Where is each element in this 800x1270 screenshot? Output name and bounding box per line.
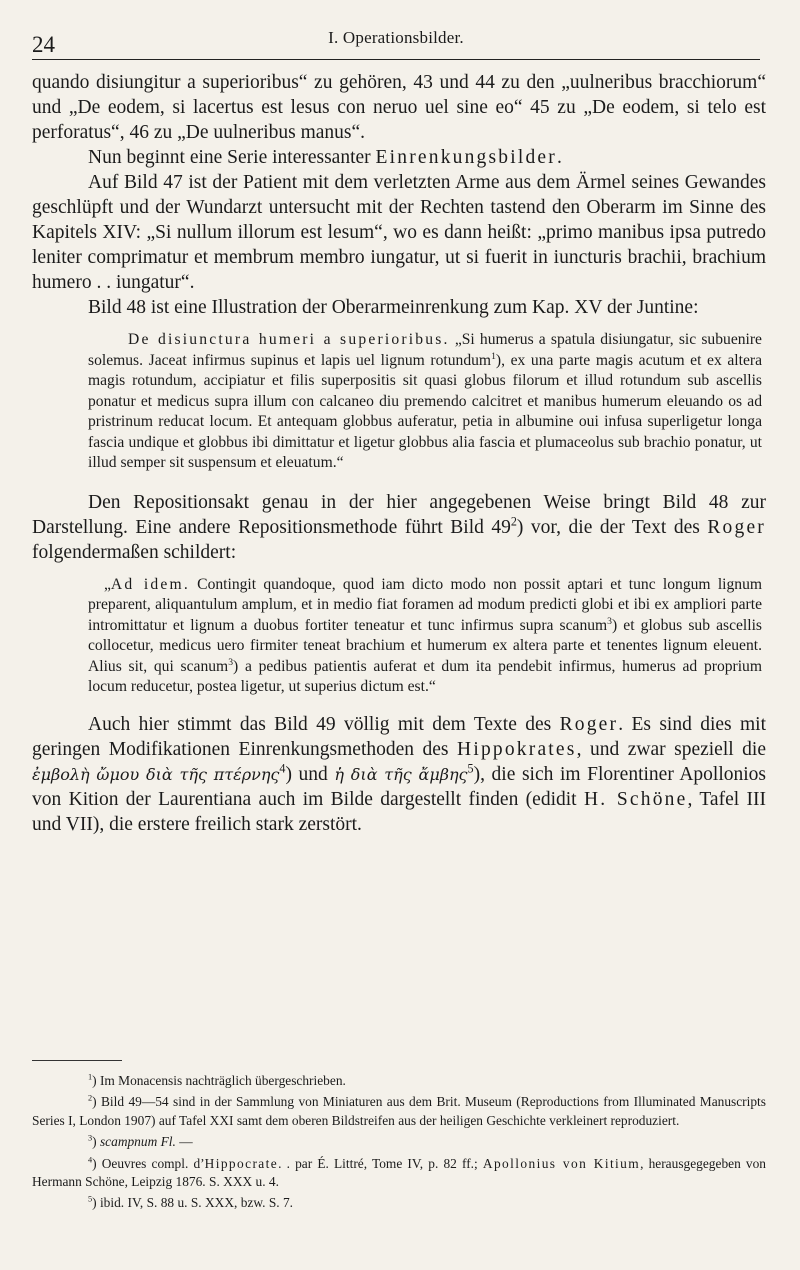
spaced-name: Roger: [559, 713, 619, 735]
greek-phrase: ἐμβολὴ ὤμου διὰ τῆς πτέρνης: [32, 764, 280, 784]
latin-quote-1: De disiunctura humeri a superioribus. „Si humerus a spatula disiungatur, sic subuenire solemus. Jaceat infirmus supinus et lapis uel lignum rotundum$^1$), ex una parte magis acutum et ex altera magis rotundum, accipiatur et filis superpositis sit quasi globus filorum et illud rotundum sub ascellis ponatur et medicus supra illum con calcaneo diu premendo calcitret et manibus humerum eleuando os ad pristrinum reducat locum. Et antequam globbus auferatur, petia in albumine oui infusa superligetur longa fascia undique et globbus ibi dimittatur et ligetur globbus alia fascia et plumaceolus sub brachio ponatur, ut illud semper sit suspensum et eleuatum.“: [88, 331, 762, 471]
spaced-name: Hippokrates: [457, 738, 577, 760]
paragraph-1: quando disiungitur a superioribus“ zu gehören, 43 und 44 zu den „uulneribus bracchiorum“ und „De eodem, si lacertus est lesus con neruo uel sine eo“ 45 zu „De eodem, si telo est perforatus“, 46 zu „De uulneribus manus“.: [32, 72, 766, 143]
spaced-name: H. Schöne: [583, 788, 688, 810]
footnote-2: $^2$) Bild 49—54 sind in der Sammlung von Miniaturen aus dem Brit. Museum (Reproductions from Illuminated Manuscripts Series I, London 1907) auf Tafel XXI samt dem oberen Bildstreifen aus der heiligen Geschichte verkleinert reproduziert.: [32, 1093, 766, 1128]
footnote-4: $^4$) Oeuvres compl. d’Hippocrate. . par É. Littré, Tome IV, p. 82 ff.; Apollonius von Kitium, herausgegegeben von Hermann Schöne, Leipzig 1876. S. XXX u. 4.: [32, 1155, 766, 1190]
footnote-ref: 3: [607, 615, 612, 627]
running-title: I. Operationsbilder.: [328, 28, 464, 47]
spaced-name: Roger: [707, 516, 766, 538]
footnote-ref: 5: [467, 761, 474, 775]
header-rule: [32, 59, 760, 60]
main-text: [32, 70, 766, 837]
greek-phrase: ἡ διὰ τῆς ἄμβης: [334, 764, 468, 784]
paragraph-6: Auch hier stimmt das Bild 49 völlig mit dem Texte des Roger. Es sind dies mit geringen Modifikationen Einrenkungsmethoden des Hippokrates, und zwar speziell die ἐμβολὴ ὤμου διὰ τῆς πτέρνης$^4$) und ἡ διὰ τῆς ἄμβης$^5$), die sich im Florentiner Apollonios von Kition der Laurentiana auch im Bilde dargestellt finden (edidit H. Schöne, Tafel III und VII), die erstere freilich stark zerstört.: [32, 713, 767, 835]
footnote-ref: 4: [279, 761, 286, 775]
footnote-rule: [32, 1060, 122, 1061]
footnote-ref: 2: [510, 514, 517, 528]
footnote-5: $^5$) ibid. IV, S. 88 u. S. XXX, bzw. S. 7.: [88, 1194, 294, 1211]
footnotes: [32, 1072, 766, 1216]
paragraph-5: Den Repositionsakt genau in der hier angegebenen Weise bringt Bild 48 zur Darstellung. Eine andere Repositionsmethode führt Bild $49^2$) vor, die der Text des Roger folgendermaßen schildert:: [32, 491, 766, 563]
paragraph-4: Bild 48 ist eine Illustration der Oberarmeinrenkung zum Kap. XV der Juntine:: [88, 297, 699, 318]
latin-quote-2: „Ad idem. Contingit quandoque, quod iam dicto modo non possit aptari et tunc longum lignum preparent, aliquantulum amplum, et in medio fiat foramen ad modum predicti globi et ibi ex ampliori parte intromittatur et lignum a duobus fortiter teneatur et tunc infirmus supra scanum$^3$) et globus sub ascellis collocetur, medicus uero firmiter teneat brachium et humerum ex altera parte et tenentes lignum eleuent. Alius sit, qui scanum$^3$) a pedibus patientis auferat et dum ita pendebit infirmus, humerus ad proprium locum reducetur, postea ligetur, ut superius dictum est.“: [88, 575, 762, 695]
spaced-term: Einrenkungsbilder: [375, 147, 557, 168]
footnote-ref: 3: [228, 656, 234, 668]
quote-heading: De disiunctura humeri a superioribus.: [128, 331, 450, 348]
quote-heading: Ad idem.: [110, 575, 190, 593]
page-header: [32, 22, 760, 62]
paragraph-2: Nun beginnt eine Serie interessanter Einrenkungsbilder.: [88, 147, 562, 168]
footnote-3: $^3$) scampnum Fl. —: [88, 1133, 193, 1150]
footnote-1: $^1$) Im Monacensis nachträglich übergeschrieben.: [88, 1072, 346, 1088]
paragraph-3: Auf Bild 47 ist der Patient mit dem verletzten Arme aus dem Ärmel seines Gewandes geschlüpft und der Wundarzt untersucht mit der Rechten tastend den Oberarm im Sinne des Kapitels XIV: „Si nullum illorum est lesum“, wo es dann heißt: „primo manibus ipsa putredo leniter comprimatur et membrum membro iungatur, ut si fuerit in iuncturis brachii, brachium humero . . iungatur“.: [32, 172, 766, 293]
page-number: 24: [32, 32, 55, 57]
footnote-ref: 1: [491, 350, 496, 362]
